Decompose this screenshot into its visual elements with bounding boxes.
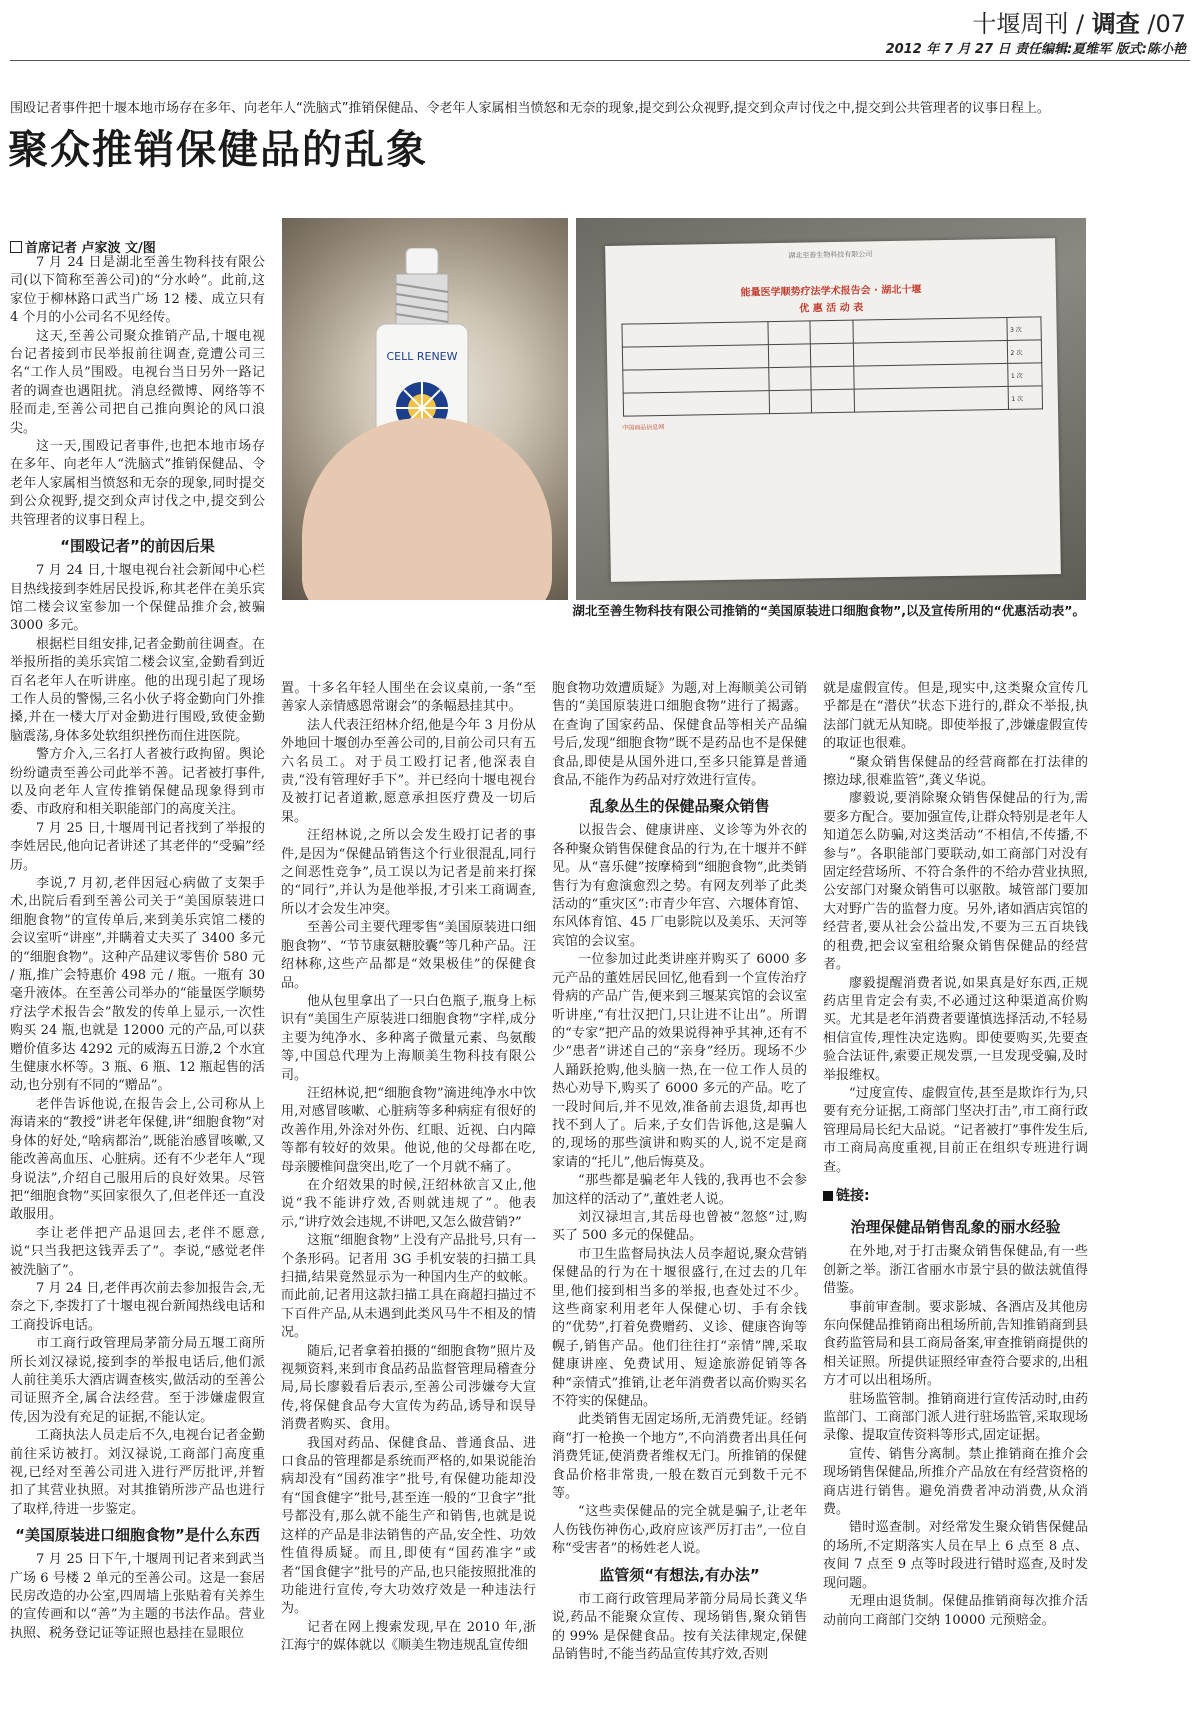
sheet-row-2: 2 次 xyxy=(1008,340,1042,364)
paragraph: 7 月 25 日,十堰周刊记者找到了举报的李姓居民,他向记者讲述了其老伴的“受骗”经历。 xyxy=(10,820,265,873)
section-heading: 乱象丛生的保健品聚众销售 xyxy=(589,797,770,816)
paragraph: 无理由退货制。保健品推销商每次推介活动前向工商部门交纳 10000 元预赔金。 xyxy=(823,1594,1088,1628)
paragraph: 这天,至善公司聚众推销产品,十堰电视台记者接到市民举报前往调查,竟遭公司三名“工作人员”围殴。电视台当日另外一路记者的调查也遇阻扰。消息经微博、网络等不胫而走,至善公司把自己推向舆论的风口浪尖。 xyxy=(10,328,265,436)
paragraph: 廖毅提醒消费者说,如果真是好东西,正规药店里肯定会有卖,不必通过这种渠道高价购买。尤其是老年消费者要谨慎选择活动,不轻易相信宣传,理性决定选购。即使要购买,先要查验合法证件,索要正规发票,一旦发现受骗,及时举报维权。 xyxy=(823,975,1088,1083)
paragraph: 这一天,围殴记者事件,也把本地市场存在多年、向老年人“洗脑式”推销保健品、令老年人家属相当愤怒和无奈的现象,同时提交到公众视野,提交到众声讨伐之中,提交到公共管理者的议事日程上。 xyxy=(10,439,265,528)
paragraph: 宣传、销售分离制。禁止推销商在推介会现场销售保健品,所推介产品放在有经营资格的商店进行销售。避免消费者冲动消费,从众消费。 xyxy=(823,1446,1088,1518)
top-rule xyxy=(10,60,1190,61)
paragraph: 置。十多名年轻人围坐在会议桌前,一条“至善家人亲情感恩常谢会”的条幅悬挂其中。 xyxy=(281,681,536,715)
paragraph: 事前审查制。要求影城、各酒店及其他房东向保健品推销商出租场所前,告知推销商到县食药监管局和县工商局备案,审查推销商提供的相关证照。所提供证照经审查符合要求的,出租方才可以出租场所。 xyxy=(823,1299,1088,1389)
paragraph: 廖毅说,要消除聚众销售保健品的行为,需要多方配合。要加强宣传,让群众特别是老年人知道怎么防骗,对这类活动“不相信,不传播,不参与”。各职能部门要联动,如工商部门对没有固定经营场所、不符合条件的不给办营业执照,公安部门对聚众销售可以驱散。城管部门要加大对野广告的监督力度。另外,诸如酒店宾馆的经营者,要从社会公益出发,不要为三五百块钱的租费,把会议室租给聚众销售保健品的经营者。 xyxy=(823,791,1088,973)
section-name: 调查 xyxy=(1091,10,1140,38)
paragraph: “那些都是骗老年人钱的,我再也不会参加这样的活动了”,董姓老人说。 xyxy=(552,1173,807,1207)
paragraph: 7 月 24 日,十堰电视台社会新闻中心栏目热线接到李姓居民投诉,称其老伴在美乐宾馆二楼会议室参加一个保健品推介会,被骗 3000 多元。 xyxy=(10,563,265,634)
article-column-1 xyxy=(10,254,265,1716)
paragraph: 汪绍林说,把“细胞食物”滴进纯净水中饮用,对感冒咳嗽、心脏病等多种病症有很好的改善作用,外涂对外伤、红眼、近视、白内障等都有较好的效果。他说,他的父母都在吃,母亲腰椎间盘突出,吃了一个月就不痛了。 xyxy=(281,1085,536,1175)
paragraph: 在外地,对于打击聚众销售保健品,有一些创新之举。浙江省丽水市景宁县的做法就值得借鉴。 xyxy=(823,1244,1088,1297)
paragraph: 随后,记者拿着拍摄的“细胞食物”照片及视频资料,来到市食品药品监督管理局稽查分局,局长廖毅看后表示,至善公司涉嫌夸大宣传,将保健食品夸大宣传为药品,诱导和误导消费者购买、食用。 xyxy=(281,1343,536,1433)
intro-text: 围殴记者事件把十堰本地市场存在多年、向老年人“洗脑式”推销保健品、令老年人家属相当愤怒和无奈的现象,提交到公众视野,提交到众声讨伐之中,提交到公共管理者的议事日程上。 xyxy=(10,101,1050,116)
sheet-footer: 中国商品信息网 xyxy=(622,423,665,432)
sheet-row-3: 1 次 xyxy=(1008,363,1042,387)
promo-sheet xyxy=(605,238,1061,582)
link-tag xyxy=(823,1187,1088,1205)
paragraph: 这瓶“细胞食物”上没有产品批号,只有一个条形码。记者用 3G 手机安装的扫描工具扫描,结果竟然显示为一种国内生产的蚊帐。而此前,记者用这款扫描工具在商超扫描过不下百件产品,从未遇到此类风马牛不相及的情况。 xyxy=(281,1233,536,1341)
paragraph: 李说,7 月初,老伴因冠心病做了支架手术,出院后看到至善公司关于“美国原装进口细胞食物”的宣传单后,来到美乐宾馆二楼的会议室听“讲座”,并瞒着丈夫买了 3400 多元的“细胞食物”。这种产品建议零售价 580 元 / 瓶,推广会特惠价 498 元 / 瓶。一瓶有 30 毫升液体。在至善公司举办的“能量医学顺势疗法学术报告会”散发的传单上显示,一次性购买 24 瓶,也就是 12000 元的产品,可以获赠价值多达 4292 元的威海五日游,2 个水宜生健康水杯等。3 瓶、6 瓶、12 瓶起售的活动,也分别有不同的“赠品”。 xyxy=(10,876,265,1094)
paper-name: 十堰周刊 xyxy=(972,10,1069,38)
sheet-subtitle: 优 惠 活 动 表 xyxy=(799,302,864,315)
paragraph: “这些卖保健品的完全就是骗子,让老年人伤钱伤神伤心,政府应该严厉打击”,一位自称“受害者”的杨姓老人说。 xyxy=(552,1504,807,1557)
paragraph: 根据栏目组安排,记者金勤前往调查。在举报所指的美乐宾馆二楼会议室,金勤看到近百名老年人在听讲座。他的出现引起了现场工作人员的警惕,三名小伙子将金勤向门外推搡,并在一楼大厅对金勤进行围殴,致使金勤脑震荡,身体多处软组织挫伤而住进医院。 xyxy=(10,636,265,744)
sheet-company: 湖北至善生物科技有限公司 xyxy=(788,250,873,260)
paragraph: 市工商行政管理局茅箭分局局长龚义华说,药品不能聚众宣传、现场销售,聚众销售的 99% 是保健食品。按有关法律规定,保健品销售时,不能当药品宣传其疗效,否则 xyxy=(552,1591,807,1662)
photo-caption: 湖北至善生物科技有限公司推销的“美国原装进口细胞食物”,以及宣传所用的“优惠活动表”。 xyxy=(572,603,1085,618)
headline: 聚众推销保健品的乱象 xyxy=(8,126,428,173)
photo-sheet xyxy=(576,218,1086,600)
paragraph: 错时巡查制。对经常发生聚众销售保健品的场所,不定期落实人员在早上 6 点至 8 点、夜间 7 点至 9 点等时段进行错时巡查,及时发现问题。 xyxy=(823,1520,1088,1591)
hand-shape xyxy=(302,418,552,600)
paragraph: 刘汉禄坦言,其岳母也曾被“忽悠”过,购买了 500 多元的保健品。 xyxy=(552,1209,807,1244)
paragraph: 至善公司主要代理零售“美国原装进口细胞食物”、“节节康氨糖胶囊”等几种产品。汪绍林称,这些产品都是“效果极佳”的保健食品。 xyxy=(281,920,536,991)
paragraph: 工商执法人员走后不久,电视台记者金勤前往采访被打。刘汉禄说,工商部门高度重视,已经对至善公司进入进行严厉批评,并暂扣了其营业执照。对其推销所涉产品也进行了取样,待进一步鉴定。 xyxy=(10,1428,265,1517)
paragraph: 一位参加过此类讲座并购买了 6000 多元产品的董姓居民回忆,他看到一个宣传治疗骨病的产品广告,便来到三堰某宾馆的会议室听讲座,“有壮汉把门,只让进不让出”。所谓的“专家”把产品的效果说得神乎其神,还有不少“患者”讲述自己的“亲身”经历。现场不少人踊跃抢购,他头脑一热,在一位工作人员的热心劝导下,购买了 6000 多元的产品。吃了一段时间后,并不见效,准备前去退货,却再也找不到人了。后来,子女们告诉他,这是骗人的,现场的那些演讲和购买的人,说不定是商家请的“托儿”,他后悔莫及。 xyxy=(552,952,807,1170)
paragraph: 胞食物功效遭质疑》为题,对上海顺美公司销售的“美国原装进口细胞食物”进行了揭露。在查询了国家药品、保健食品等相关产品编号后,发现“细胞食物”既不是药品也不是保健食品,即使是从国外进口,至多只能算是普通食品,不能作为药品对疗效进行宣传。 xyxy=(552,681,807,789)
paragraph: 7 月 25 日下午,十堰周刊记者来到武当广场 6 号楼 2 单元的至善公司。这是一套居民房改造的办公室,四周墙上张贴着有关养生的宣传画和以“善”为主题的书法作品。营业执照、税务登记证等证照也悬挂在显眼位 xyxy=(10,1552,265,1641)
page-number: /07 xyxy=(1147,10,1186,38)
paragraph: 汪绍林说,之所以会发生殴打记者的事件,是因为“保健品销售这个行业很混乱,同行之间恶性竞争”,员工误以为记者是前来打探的“同行”,并认为是他举报,才引来工商调查,所以才会发生冲突。 xyxy=(281,828,536,917)
paragraph: 李让老伴把产品退回去,老伴不愿意,说“只当我把这钱弄丢了”。李说,“感觉老伴被洗脑了”。 xyxy=(10,1225,265,1278)
paragraph: 驻场监管制。推销商进行宣传活动时,由药监部门、工商部门派人进行驻场监管,采取现场录像、提取宣传资料等形式,固定证据。 xyxy=(823,1391,1088,1444)
byline-text: 首席记者 卢家波 文/图 xyxy=(25,241,156,256)
masthead: 十堰周刊 / 调查 /07 xyxy=(972,10,1186,38)
paragraph: 以报告会、健康讲座、义诊等为外衣的各种聚众销售保健食品的行为,在十堰并不鲜见。从“喜乐健”按摩椅到“细胞食物”,此类销售行为有愈演愈烈之势。有网友列举了此类活动的“重灾区”:市青少年宫、六堰体育馆、东风体育馆、45 厂电影院以及美乐、天河等宾馆的会议室。 xyxy=(552,823,807,949)
paragraph: 7 月 24 日是湖北至善生物科技有限公司(以下简称至善公司)的“分水岭”。此前,这家位于柳林路口武当广场 12 楼、成立只有 4 个月的小公司名不见经传。 xyxy=(10,255,265,326)
article-column-4 xyxy=(823,680,1088,1716)
article-column-3 xyxy=(552,680,807,1716)
sheet-table xyxy=(621,316,1043,416)
photo-bottle xyxy=(282,218,568,600)
bottle-label: CELL RENEW xyxy=(386,350,458,363)
paragraph: “聚众销售保健品的经营商都在打法律的擦边球,很难监管”,龚义华说。 xyxy=(823,754,1088,789)
paragraph: 7 月 24 日,老伴再次前去参加报告会,无奈之下,李拨打了十堰电视台新闻热线电话和工商投诉电话。 xyxy=(10,1280,265,1333)
paragraph: 他从包里拿出了一只白色瓶子,瓶身上标识有“美国生产原装进口细胞食物”字样,成分主要为纯净水、多种离子微量元素、鸟氨酸等,中国总代理为上海顺美生物科技有限公司。 xyxy=(281,993,536,1083)
sheet-row-1: 3 次 xyxy=(1007,317,1041,341)
paragraph: 法人代表汪绍林介绍,他是今年 3 月份从外地回十堰创办至善公司的,目前公司只有五六名员工。对于员工殴打记者,他深表自责,“没有管理好手下”。并已经向十堰电视台及被打记者道歉,愿意承担医疗费及一切后果。 xyxy=(281,717,536,825)
paragraph: 我国对药品、保健食品、普通食品、进口食品的管理都是系统而严格的,如果说能治病却没有“国药准字”批号,有保健功能却没有“国食健字”批号,甚至连一般的“卫食字”批号都没有,那么就不能生产和销售,也就是说这样的产品是非法销售的产品,安全性、功效性值得质疑。而且,即使有“国药准字”或者“国食健字”批号的产品,也只能按照批准的功能进行宣传,夸大功效疗效是一种违法行为。 xyxy=(281,1435,536,1617)
sheet-title: 能量医学顺势疗法学术报告会 · 湖北十堰 xyxy=(740,284,922,299)
paragraph: 市工商行政管理局茅箭分局五堰工商所所长刘汉禄说,接到李的举报电话后,他们派人前往美乐大酒店调查核实,做活动的至善公司证照齐全,属合法经营。至于涉嫌虚假宣传,因为没有充足的证据,不能认定。 xyxy=(10,1336,265,1425)
paragraph: “过度宣传、虚假宣传,甚至是欺诈行为,只要有充分证据,工商部门坚决打击”,市工商行政管理局局长纪大品说。“记者被打”事件发生后,市工商局高度重视,目前正在组织专班进行调查。 xyxy=(823,1085,1088,1175)
section-heading: “围殴记者”的前因后果 xyxy=(60,537,215,556)
paragraph: 市卫生监督局执法人员李超说,聚众营销保健品的行为在十堰很盛行,在过去的几年里,他们接到相当多的举报,也查处过不少。这些商家利用老年人保健心切、手有余钱的“优势”,打着免费赠药、义诊、健康咨询等幌子,销售产品。他们往往打“亲情”牌,采取健康讲座、免费试用、短途旅游促销等各种“亲情式”推销,让老年消费者以高价购买名不符实的保健品。 xyxy=(552,1246,807,1410)
paragraph: 警方介入,三名打人者被行政拘留。舆论纷纷谴责至善公司此举不善。记者被打事件,以及向老年人宣传推销保健品现象得到市委、市政府和相关职能部门的高度关注。 xyxy=(10,747,265,818)
paragraph: 老伴告诉他说,在报告会上,公司称从上海请来的“教授”讲老年保健,讲“细胞食物”对身体的好处,“啥病都治”,既能治感冒咳嗽,又能改善高血压、心脏病。还有不少老年人“现身说法”,介绍自己服用后的良好效果。尽管把“细胞食物”买回家很久了,但老伴还一直没敢服用。 xyxy=(10,1096,265,1223)
section-heading: 治理保健品销售乱象的丽水经验 xyxy=(850,1218,1061,1237)
paragraph: 在介绍效果的时候,汪绍林欲言又止,他说“我不能讲疗效,否则就违规了”。他表示,“讲疗效会违规,不讲吧,又怎么做营销?” xyxy=(281,1177,536,1230)
dateline: 2012 年 7 月 27 日 责任编辑:夏维军 版式:陈小艳 xyxy=(885,42,1186,57)
paragraph: 此类销售无固定场所,无消费凭证。经销商“打一枪换一个地方”,不向消费者出具任何消费凭证,使消费者维权无门。所推销的保健食品价格非常贵,一般在数百元到数千元不等。 xyxy=(552,1412,807,1502)
section-heading: 监管须“有想法,有办法” xyxy=(599,1565,760,1584)
square-bullet-icon xyxy=(823,1191,833,1201)
paragraph: 记者在网上搜索发现,早在 2010 年,浙江海宁的媒体就以《顺美生物违规乱宣传细 xyxy=(281,1619,536,1654)
section-heading: “美国原装进口细胞食物”是什么东西 xyxy=(15,1526,260,1545)
link-tag-text: 链接: xyxy=(836,1187,870,1204)
byline-box-icon xyxy=(10,241,22,253)
sheet-row-4: 1 次 xyxy=(1009,386,1043,410)
article-column-2 xyxy=(281,680,536,1716)
paragraph: 就是虚假宣传。但是,现实中,这类聚众宣传几乎都是在“潜伏”状态下进行的,群众不举报,执法部门就无从知晓。即使举报了,涉嫌虚假宣传的取证也很难。 xyxy=(823,681,1088,752)
